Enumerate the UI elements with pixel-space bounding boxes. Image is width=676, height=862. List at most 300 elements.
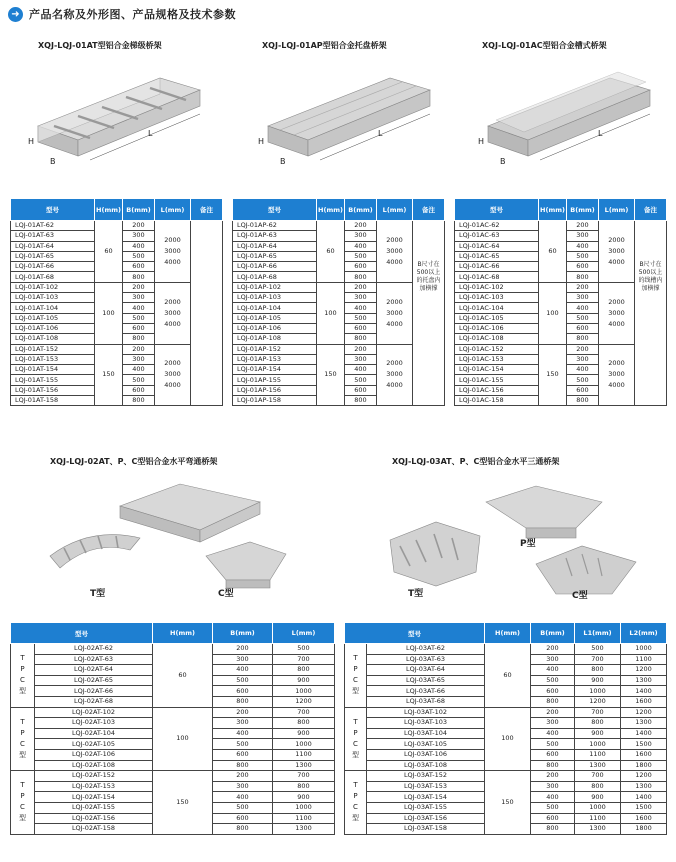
header-row <box>345 623 667 644</box>
length-cell: 2000 3000 4000 <box>377 282 413 344</box>
column-header: L(mm) <box>155 199 191 221</box>
note-cell: B尺寸在500以上的线槽内加横撑 <box>635 221 667 406</box>
l2-cell: 1400 <box>621 686 667 697</box>
model-cell: LQJ-01AP-152 <box>233 344 317 354</box>
width-cell: 800 <box>123 272 155 282</box>
product-title-ac: XQJ-LQJ-01AC型铝合金槽式桥架 <box>482 41 607 50</box>
model-cell: LQJ-01AC-108 <box>455 334 539 344</box>
width-cell: 800 <box>567 334 599 344</box>
width-cell: 500 <box>567 375 599 385</box>
height-cell: 100 <box>95 282 123 344</box>
model-cell: LQJ-03AT-152 <box>367 771 485 782</box>
l1-cell: 1000 <box>575 686 621 697</box>
l1-cell: 900 <box>575 728 621 739</box>
width-cell: 600 <box>213 813 273 824</box>
width-cell: 500 <box>213 675 273 686</box>
model-cell: LQJ-02AT-63 <box>35 654 153 665</box>
width-cell: 400 <box>345 303 377 313</box>
width-cell: 300 <box>531 654 575 665</box>
column-header: 型号 <box>11 199 95 221</box>
model-cell: LQJ-01AC-63 <box>455 231 539 241</box>
width-cell: 200 <box>345 344 377 354</box>
type-label-c: C型 <box>572 591 588 601</box>
section-title: 产品名称及外形图、产品规格及技术参数 <box>29 8 236 21</box>
width-cell: 500 <box>567 251 599 261</box>
width-cell: 600 <box>531 686 575 697</box>
trough-illustration <box>470 64 670 174</box>
model-cell: LQJ-01AP-62 <box>233 221 317 231</box>
type-cell: T P C 型 <box>11 771 35 835</box>
model-cell: LQJ-02AT-106 <box>35 749 153 760</box>
width-cell: 400 <box>567 365 599 375</box>
l1-cell: 700 <box>575 771 621 782</box>
model-cell: LQJ-01AT-152 <box>11 344 95 354</box>
width-cell: 500 <box>531 739 575 750</box>
model-cell: LQJ-01AT-62 <box>11 221 95 231</box>
width-cell: 600 <box>123 323 155 333</box>
column-header: H(mm) <box>153 623 213 644</box>
width-cell: 400 <box>567 241 599 251</box>
l-cell: 900 <box>273 728 335 739</box>
height-cell: 100 <box>539 282 567 344</box>
width-cell: 600 <box>567 323 599 333</box>
width-cell: 800 <box>531 696 575 707</box>
width-cell: 400 <box>345 365 377 375</box>
l1-cell: 1300 <box>575 824 621 835</box>
width-cell: 300 <box>567 354 599 364</box>
height-cell: 60 <box>539 221 567 283</box>
type-cell: T P C 型 <box>345 707 367 771</box>
table-row <box>345 771 667 782</box>
width-cell: 300 <box>213 781 273 792</box>
width-cell: 400 <box>213 792 273 803</box>
header-row <box>455 199 667 221</box>
width-cell: 400 <box>531 665 575 676</box>
width-cell: 800 <box>345 396 377 406</box>
l-cell: 700 <box>273 771 335 782</box>
length-cell: 2000 3000 4000 <box>599 282 635 344</box>
width-cell: 600 <box>123 262 155 272</box>
width-cell: 500 <box>567 313 599 323</box>
model-cell: LQJ-02AT-153 <box>35 781 153 792</box>
model-cell: LQJ-01AT-104 <box>11 303 95 313</box>
model-cell: LQJ-03AT-155 <box>367 802 485 813</box>
model-cell: LQJ-03AT-158 <box>367 824 485 835</box>
model-cell: LQJ-01AC-153 <box>455 354 539 364</box>
model-cell: LQJ-01AC-102 <box>455 282 539 292</box>
width-cell: 300 <box>213 654 273 665</box>
model-cell: LQJ-01AP-64 <box>233 241 317 251</box>
width-cell: 300 <box>123 293 155 303</box>
width-cell: 300 <box>567 293 599 303</box>
l-cell: 1200 <box>273 696 335 707</box>
width-cell: 400 <box>123 241 155 251</box>
width-cell: 800 <box>531 760 575 771</box>
column-header: 型号 <box>345 623 485 644</box>
l-cell: 1000 <box>273 802 335 813</box>
width-cell: 800 <box>213 824 273 835</box>
model-cell: LQJ-01AT-108 <box>11 334 95 344</box>
l-cell: 800 <box>273 781 335 792</box>
spec-table-ap <box>232 198 445 406</box>
height-cell: 60 <box>153 644 213 708</box>
model-cell: LQJ-03AT-106 <box>367 749 485 760</box>
width-cell: 800 <box>213 760 273 771</box>
model-cell: LQJ-01AT-105 <box>11 313 95 323</box>
length-cell: 2000 3000 4000 <box>377 221 413 283</box>
l2-cell: 1500 <box>621 802 667 813</box>
length-cell: 2000 3000 4000 <box>599 344 635 406</box>
model-cell: LQJ-02AT-108 <box>35 760 153 771</box>
model-cell: LQJ-01AT-158 <box>11 396 95 406</box>
column-header: 备注 <box>191 199 223 221</box>
model-cell: LQJ-02AT-65 <box>35 675 153 686</box>
model-cell: LQJ-01AT-156 <box>11 385 95 395</box>
section-header <box>8 6 236 22</box>
column-header: H(mm) <box>485 623 531 644</box>
height-cell: 100 <box>153 707 213 771</box>
type-cell: T P C 型 <box>11 707 35 771</box>
model-cell: LQJ-01AP-106 <box>233 323 317 333</box>
dim-label-h: H <box>478 137 485 146</box>
spec-table-elbow <box>10 622 335 835</box>
width-cell: 800 <box>123 334 155 344</box>
model-cell: LQJ-01AP-153 <box>233 354 317 364</box>
header-row <box>11 623 335 644</box>
model-cell: LQJ-02AT-156 <box>35 813 153 824</box>
model-cell: LQJ-03AT-104 <box>367 728 485 739</box>
height-cell: 150 <box>317 344 345 406</box>
type-cell: T P C 型 <box>345 644 367 708</box>
model-cell: LQJ-02AT-104 <box>35 728 153 739</box>
width-cell: 300 <box>123 231 155 241</box>
model-cell: LQJ-02AT-155 <box>35 802 153 813</box>
column-header: B(mm) <box>123 199 155 221</box>
l-cell: 1000 <box>273 686 335 697</box>
width-cell: 500 <box>345 375 377 385</box>
model-cell: LQJ-01AP-154 <box>233 365 317 375</box>
model-cell: LQJ-01AC-65 <box>455 251 539 261</box>
column-header: L(mm) <box>599 199 635 221</box>
width-cell: 200 <box>123 221 155 231</box>
width-cell: 400 <box>345 241 377 251</box>
model-cell: LQJ-01AP-158 <box>233 396 317 406</box>
width-cell: 600 <box>531 813 575 824</box>
column-header: B(mm) <box>531 623 575 644</box>
width-cell: 200 <box>531 771 575 782</box>
model-cell: LQJ-01AT-103 <box>11 293 95 303</box>
model-cell: LQJ-01AC-62 <box>455 221 539 231</box>
model-cell: LQJ-01AT-64 <box>11 241 95 251</box>
header-row <box>11 199 223 221</box>
dim-label-l: L <box>148 129 153 138</box>
dim-label-h: H <box>28 137 35 146</box>
model-cell: LQJ-01AP-156 <box>233 385 317 395</box>
table-row <box>11 771 335 782</box>
column-header: B(mm) <box>213 623 273 644</box>
width-cell: 600 <box>213 749 273 760</box>
l-cell: 1300 <box>273 824 335 835</box>
model-cell: LQJ-02AT-103 <box>35 718 153 729</box>
width-cell: 300 <box>213 718 273 729</box>
l1-cell: 900 <box>575 792 621 803</box>
dim-label-h: H <box>258 137 265 146</box>
dim-label-l: L <box>378 129 383 138</box>
l-cell: 500 <box>273 644 335 655</box>
model-cell: LQJ-02AT-64 <box>35 665 153 676</box>
length-cell: 2000 3000 4000 <box>155 344 191 406</box>
l2-cell: 1800 <box>621 760 667 771</box>
model-cell: LQJ-01AC-156 <box>455 385 539 395</box>
model-cell: LQJ-03AT-65 <box>367 675 485 686</box>
width-cell: 600 <box>345 323 377 333</box>
model-cell: LQJ-03AT-62 <box>367 644 485 655</box>
column-header: L1(mm) <box>575 623 621 644</box>
l1-cell: 800 <box>575 718 621 729</box>
width-cell: 500 <box>531 675 575 686</box>
width-cell: 500 <box>123 375 155 385</box>
model-cell: LQJ-01AC-68 <box>455 272 539 282</box>
height-cell: 150 <box>485 771 531 835</box>
model-cell: LQJ-01AC-154 <box>455 365 539 375</box>
table-row <box>345 644 667 655</box>
elbow-illustration <box>30 476 320 606</box>
model-cell: LQJ-01AC-106 <box>455 323 539 333</box>
l-cell: 1100 <box>273 813 335 824</box>
l2-cell: 1200 <box>621 771 667 782</box>
dim-label-b: B <box>500 157 506 166</box>
l2-cell: 1600 <box>621 813 667 824</box>
model-cell: LQJ-03AT-103 <box>367 718 485 729</box>
l2-cell: 1100 <box>621 654 667 665</box>
length-cell: 2000 3000 4000 <box>155 282 191 344</box>
column-header: L(mm) <box>273 623 335 644</box>
l-cell: 700 <box>273 707 335 718</box>
width-cell: 500 <box>531 802 575 813</box>
width-cell: 600 <box>345 385 377 395</box>
table-row <box>345 707 667 718</box>
height-cell: 60 <box>95 221 123 283</box>
height-cell: 60 <box>317 221 345 283</box>
dim-label-b: B <box>280 157 286 166</box>
ladder-tray-illustration <box>20 64 220 174</box>
column-header: 型号 <box>11 623 153 644</box>
width-cell: 500 <box>123 313 155 323</box>
model-cell: LQJ-01AP-65 <box>233 251 317 261</box>
model-cell: LQJ-02AT-154 <box>35 792 153 803</box>
product-title-02: XQJ-LQJ-02AT、P、C型铝合金水平弯通桥架 <box>50 457 218 466</box>
width-cell: 800 <box>531 824 575 835</box>
l2-cell: 1000 <box>621 644 667 655</box>
l2-cell: 1600 <box>621 749 667 760</box>
model-cell: LQJ-01AC-105 <box>455 313 539 323</box>
width-cell: 200 <box>123 344 155 354</box>
width-cell: 400 <box>123 303 155 313</box>
height-cell: 150 <box>153 771 213 835</box>
width-cell: 400 <box>213 665 273 676</box>
height-cell: 150 <box>95 344 123 406</box>
note-cell: B尺寸在500以上的托盘内加横撑 <box>413 221 445 406</box>
width-cell: 800 <box>345 334 377 344</box>
l1-cell: 800 <box>575 665 621 676</box>
dim-label-b: B <box>50 157 56 166</box>
l-cell: 900 <box>273 792 335 803</box>
width-cell: 200 <box>567 282 599 292</box>
model-cell: LQJ-01AT-65 <box>11 251 95 261</box>
width-cell: 200 <box>345 221 377 231</box>
length-cell: 2000 3000 4000 <box>155 221 191 283</box>
column-header: H(mm) <box>317 199 345 221</box>
model-cell: LQJ-02AT-152 <box>35 771 153 782</box>
l-cell: 1100 <box>273 749 335 760</box>
type-label-c: C型 <box>218 589 234 599</box>
model-cell: LQJ-01AP-66 <box>233 262 317 272</box>
l2-cell: 1300 <box>621 781 667 792</box>
model-cell: LQJ-03AT-64 <box>367 665 485 676</box>
model-cell: LQJ-03AT-63 <box>367 654 485 665</box>
width-cell: 800 <box>123 396 155 406</box>
column-header: L2(mm) <box>621 623 667 644</box>
l2-cell: 1800 <box>621 824 667 835</box>
width-cell: 600 <box>567 262 599 272</box>
product-title-ap: XQJ-LQJ-01AP型铝合金托盘桥架 <box>262 41 387 50</box>
l-cell: 900 <box>273 675 335 686</box>
height-cell: 100 <box>485 707 531 771</box>
width-cell: 300 <box>567 231 599 241</box>
type-label-p: P型 <box>520 539 536 549</box>
column-header: B(mm) <box>567 199 599 221</box>
width-cell: 300 <box>531 781 575 792</box>
width-cell: 400 <box>123 365 155 375</box>
width-cell: 500 <box>213 802 273 813</box>
model-cell: LQJ-02AT-66 <box>35 686 153 697</box>
l2-cell: 1300 <box>621 675 667 686</box>
width-cell: 500 <box>213 739 273 750</box>
model-cell: LQJ-01AT-155 <box>11 375 95 385</box>
l1-cell: 900 <box>575 675 621 686</box>
model-cell: LQJ-01AC-155 <box>455 375 539 385</box>
width-cell: 400 <box>567 303 599 313</box>
model-cell: LQJ-01AT-102 <box>11 282 95 292</box>
width-cell: 600 <box>567 385 599 395</box>
column-header: B(mm) <box>345 199 377 221</box>
table-row <box>233 221 445 231</box>
l1-cell: 500 <box>575 644 621 655</box>
table-row <box>11 707 335 718</box>
width-cell: 300 <box>123 354 155 364</box>
model-cell: LQJ-01AP-68 <box>233 272 317 282</box>
l1-cell: 700 <box>575 654 621 665</box>
height-cell: 150 <box>539 344 567 406</box>
model-cell: LQJ-01AP-155 <box>233 375 317 385</box>
model-cell: LQJ-01AT-153 <box>11 354 95 364</box>
note-cell <box>191 221 223 406</box>
column-header: H(mm) <box>95 199 123 221</box>
table-row <box>11 644 335 655</box>
model-cell: LQJ-01AP-102 <box>233 282 317 292</box>
l2-cell: 1400 <box>621 792 667 803</box>
width-cell: 800 <box>213 696 273 707</box>
model-cell: LQJ-03AT-68 <box>367 696 485 707</box>
l1-cell: 1000 <box>575 739 621 750</box>
model-cell: LQJ-01AC-158 <box>455 396 539 406</box>
column-header: 备注 <box>635 199 667 221</box>
width-cell: 300 <box>345 231 377 241</box>
l-cell: 800 <box>273 665 335 676</box>
model-cell: LQJ-02AT-158 <box>35 824 153 835</box>
table-row <box>455 221 667 231</box>
model-cell: LQJ-02AT-105 <box>35 739 153 750</box>
product-title-at: XQJ-LQJ-01AT型铝合金梯级桥架 <box>38 41 162 50</box>
width-cell: 200 <box>567 221 599 231</box>
product-title-03: XQJ-LQJ-03AT、P、C型铝合金水平三通桥架 <box>392 457 560 466</box>
l-cell: 1000 <box>273 739 335 750</box>
width-cell: 600 <box>345 262 377 272</box>
width-cell: 200 <box>123 282 155 292</box>
model-cell: LQJ-01AT-66 <box>11 262 95 272</box>
model-cell: LQJ-03AT-105 <box>367 739 485 750</box>
width-cell: 300 <box>531 718 575 729</box>
l1-cell: 1000 <box>575 802 621 813</box>
model-cell: LQJ-01AT-63 <box>11 231 95 241</box>
column-header: 型号 <box>455 199 539 221</box>
width-cell: 200 <box>531 644 575 655</box>
width-cell: 400 <box>531 728 575 739</box>
width-cell: 400 <box>531 792 575 803</box>
model-cell: LQJ-03AT-102 <box>367 707 485 718</box>
width-cell: 600 <box>123 385 155 395</box>
model-cell: LQJ-01AC-152 <box>455 344 539 354</box>
width-cell: 200 <box>213 771 273 782</box>
l1-cell: 1100 <box>575 813 621 824</box>
model-cell: LQJ-02AT-68 <box>35 696 153 707</box>
model-cell: LQJ-01AT-106 <box>11 323 95 333</box>
width-cell: 500 <box>123 251 155 261</box>
column-header: L(mm) <box>377 199 413 221</box>
spec-table-at <box>10 198 223 406</box>
type-label-t: T型 <box>408 589 424 599</box>
model-cell: LQJ-01AC-104 <box>455 303 539 313</box>
l1-cell: 1300 <box>575 760 621 771</box>
header-row <box>233 199 445 221</box>
l2-cell: 1500 <box>621 739 667 750</box>
width-cell: 300 <box>345 354 377 364</box>
column-header: H(mm) <box>539 199 567 221</box>
spec-table-tee <box>344 622 667 835</box>
width-cell: 200 <box>213 707 273 718</box>
length-cell: 2000 3000 4000 <box>377 344 413 406</box>
model-cell: LQJ-01AP-105 <box>233 313 317 323</box>
length-cell: 2000 3000 4000 <box>599 221 635 283</box>
model-cell: LQJ-01AP-103 <box>233 293 317 303</box>
model-cell: LQJ-03AT-156 <box>367 813 485 824</box>
model-cell: LQJ-03AT-108 <box>367 760 485 771</box>
model-cell: LQJ-01AP-104 <box>233 303 317 313</box>
l2-cell: 1200 <box>621 665 667 676</box>
l2-cell: 1300 <box>621 718 667 729</box>
model-cell: LQJ-03AT-153 <box>367 781 485 792</box>
width-cell: 500 <box>345 251 377 261</box>
l1-cell: 800 <box>575 781 621 792</box>
width-cell: 200 <box>567 344 599 354</box>
width-cell: 600 <box>531 749 575 760</box>
l2-cell: 1200 <box>621 707 667 718</box>
model-cell: LQJ-01AP-108 <box>233 334 317 344</box>
l2-cell: 1600 <box>621 696 667 707</box>
model-cell: LQJ-03AT-66 <box>367 686 485 697</box>
model-cell: LQJ-02AT-102 <box>35 707 153 718</box>
spec-table-ac <box>454 198 667 406</box>
